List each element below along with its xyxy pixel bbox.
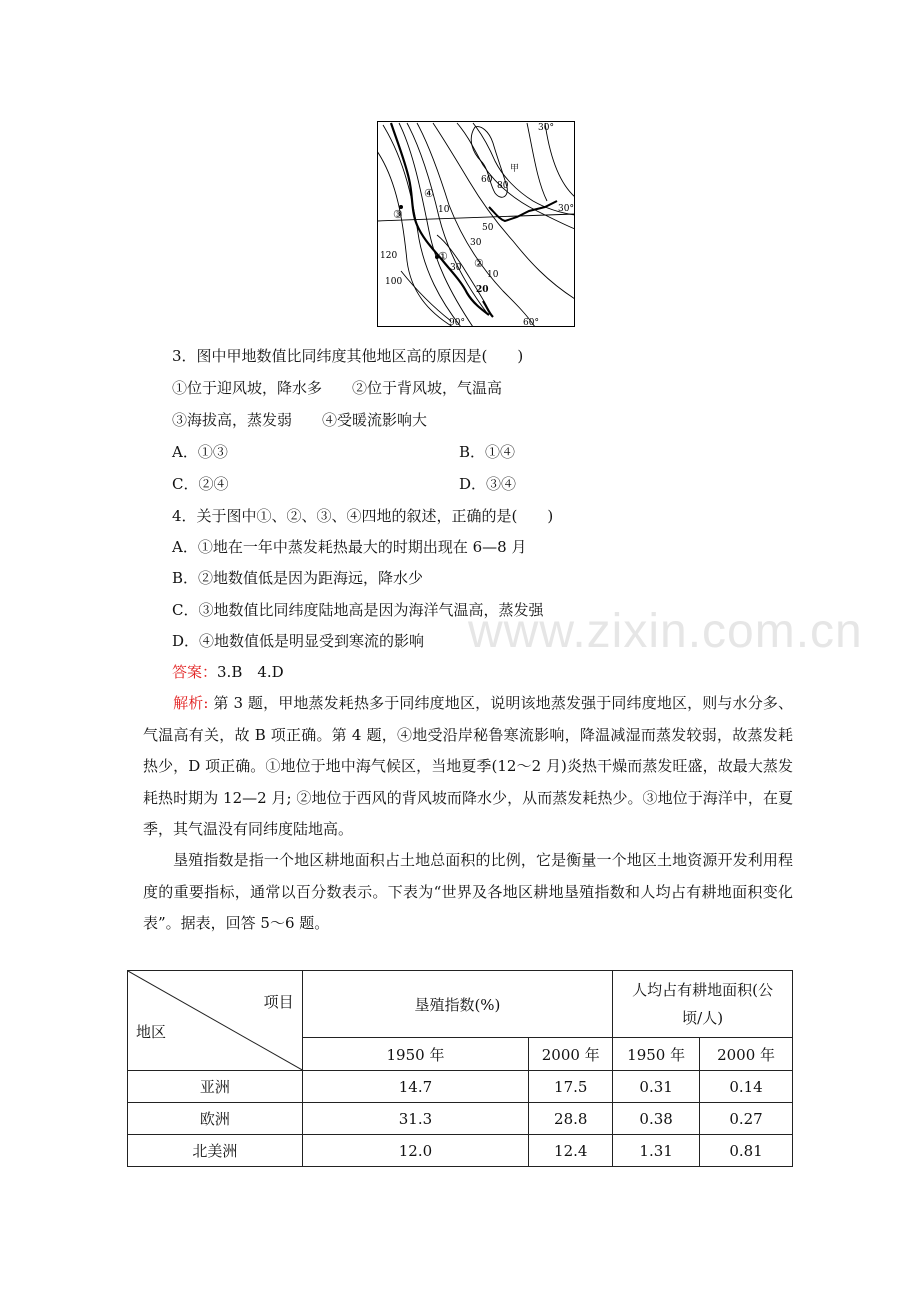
intro-text: 垦殖指数是指一个地区耕地面积占土地总面积的比例，它是衡量一个地区土地资源开发利用程度的重要指标，通常以百分数表示。下表为“世界及各地区耕地垦殖指数和人均占有耕地面积变化表”。据表，回答 5～6 题。 <box>143 851 793 932</box>
answer-label: 答案： <box>172 663 218 681</box>
value-cell: 0.38 <box>613 1103 700 1135</box>
value-cell: 0.81 <box>700 1135 793 1167</box>
watermark: www.zixin.com.cn <box>468 605 863 658</box>
analysis-text: 第 3 题，甲地蒸发耗热多于同纬度地区，说明该地蒸发强于同纬度地区，则与水分多、气温高有关，故 B 项正确。第 4 题，④地受沿岸秘鲁寒流影响，降温减湿而蒸发较弱，故蒸发耗热少，D 项正确。①地位于地中海气候区，当地夏季(12～2 月)炎热干燥而蒸发旺盛，故最大蒸发耗热时期为 12—2 月; ②地位于西风的背风坡而降水少，从而蒸发耗热少。③地位于海洋中，在夏季，其气温没有同纬度陆地高。 <box>143 694 793 838</box>
map-label-10a: 10 <box>438 205 450 215</box>
value-cell: 12.0 <box>302 1135 529 1167</box>
answer-text: 3.B 4.D <box>217 663 284 681</box>
map-marker-1: ① <box>438 250 448 263</box>
q3-options-12: ①位于迎风坡，降水多 ②位于背风坡，气温高 <box>172 379 503 397</box>
header-percap: 人均占有耕地面积(公顷/人) <box>613 971 793 1038</box>
map-label-60-val: 60 <box>481 175 493 185</box>
analysis-label: 解析: <box>173 694 209 712</box>
value-cell: 1.31 <box>613 1135 700 1167</box>
header-index: 垦殖指数(%) <box>302 971 613 1038</box>
q4-stem: 4．关于图中①、②、③、④四地的叙述，正确的是( ) <box>172 507 554 525</box>
value-cell: 0.14 <box>700 1071 793 1103</box>
q3-choice-d: D．③④ <box>459 475 517 493</box>
q3-choice-a: A．①③ <box>172 443 228 461</box>
map-marker-3: ③ <box>393 208 403 221</box>
map-label-30a: 30 <box>470 238 482 248</box>
map-label-100: 100 <box>385 277 403 287</box>
region-cell: 亚洲 <box>128 1071 303 1103</box>
map-label-80-val: 80 <box>497 181 509 191</box>
value-cell: 0.27 <box>700 1103 793 1135</box>
cultivation-table <box>127 970 793 1167</box>
q4-choice-a: A．①地在一年中蒸发耗热最大的时期出现在 6—8 月 <box>172 538 527 556</box>
year-header: 2000 年 <box>700 1038 793 1071</box>
q4-choice-d: D．④地数值低是明显受到寒流的影响 <box>172 632 425 650</box>
map-label-120: 120 <box>380 251 398 261</box>
diag-header-region: 地区 <box>136 1023 167 1041</box>
value-cell: 0.31 <box>613 1071 700 1103</box>
map-marker-2: ② <box>474 257 484 270</box>
year-header: 1950 年 <box>613 1038 700 1071</box>
isoline-map <box>377 121 575 327</box>
value-cell: 14.7 <box>302 1071 529 1103</box>
value-cell: 28.8 <box>529 1103 613 1135</box>
table-row <box>128 1135 793 1167</box>
table-row <box>128 1103 793 1135</box>
map-label-30-right: 30° <box>558 204 574 214</box>
q4-choice-c: C．③地数值比同纬度陆地高是因为海洋气温高，蒸发强 <box>172 601 544 619</box>
map-label-30-top: 30° <box>538 123 554 133</box>
value-cell: 17.5 <box>529 1071 613 1103</box>
map-marker-4: ④ <box>424 187 434 200</box>
region-cell: 欧洲 <box>128 1103 303 1135</box>
map-label-jia: 甲 <box>510 164 520 174</box>
answer-line <box>172 661 284 683</box>
q3-choice-c: C．②④ <box>172 475 229 493</box>
analysis-paragraph <box>143 688 793 846</box>
table-row <box>128 1071 793 1103</box>
value-cell: 12.4 <box>529 1135 613 1167</box>
region-cell: 北美洲 <box>128 1135 303 1167</box>
map-label-60: 60° <box>523 318 539 327</box>
value-cell: 31.3 <box>302 1103 529 1135</box>
year-header: 1950 年 <box>302 1038 529 1071</box>
q4-choice-b: B．②地数值低是因为距海远，降水少 <box>172 569 424 587</box>
q3-options-34: ③海拔高，蒸发弱 ④受暖流影响大 <box>172 411 428 429</box>
intro-paragraph <box>143 845 793 940</box>
diag-header-item: 项目 <box>263 993 294 1011</box>
map-label-30b: 30 <box>450 263 462 273</box>
q3-choice-b: B．①④ <box>459 443 516 461</box>
map-label-50: 50 <box>482 223 494 233</box>
q3-stem: 3．图中甲地数值比同纬度其他地区高的原因是( ) <box>172 347 524 365</box>
year-header: 2000 年 <box>529 1038 613 1071</box>
map-label-20: 20 <box>476 285 489 295</box>
diagonal-header-cell <box>128 971 303 1071</box>
map-label-10b: 10 <box>487 270 499 280</box>
map-label-90: 90° <box>449 318 465 327</box>
